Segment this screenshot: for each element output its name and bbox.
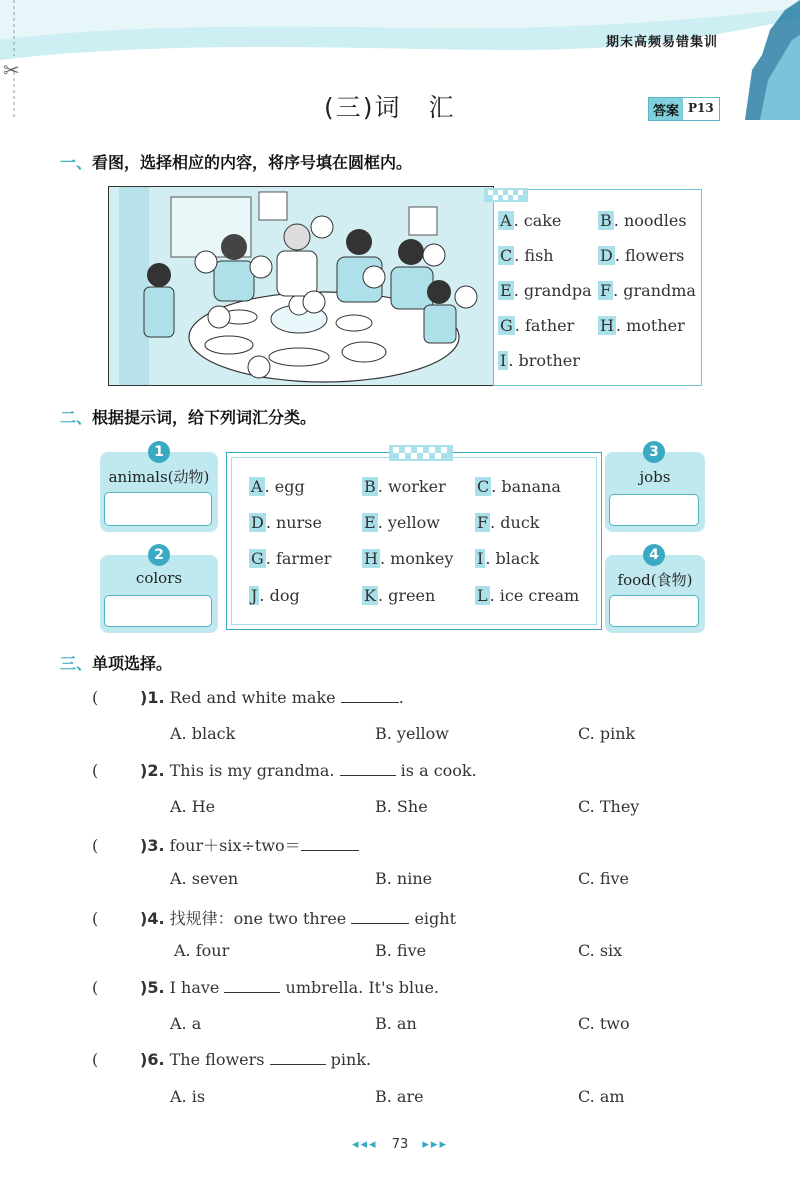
word-k: K . green [364, 586, 436, 605]
word-g: G . farmer [251, 549, 332, 568]
q6-choice-c[interactable]: C. am [578, 1087, 625, 1106]
question-4: ( )4. 找规律：one two three eight [92, 909, 457, 928]
word-b: B . worker [364, 477, 446, 496]
word-a: A . egg [251, 477, 305, 496]
category-1-badge: 1 [148, 441, 170, 463]
section-1-heading [60, 150, 412, 173]
category-animals [100, 452, 218, 532]
category-food [605, 555, 705, 633]
category-jobs-answer-box[interactable] [609, 494, 699, 526]
q4-choice-c[interactable]: C. six [578, 941, 623, 960]
word-f: F . duck [477, 513, 540, 532]
question-5: ( )5. I have umbrella. It's blue. [92, 978, 439, 997]
category-colors [100, 555, 218, 633]
answer-reference [648, 97, 720, 121]
category-4-badge: 4 [643, 544, 665, 566]
word-e: E . yellow [364, 513, 440, 532]
category-jobs-title: jobs [639, 468, 671, 486]
q1-choice-b[interactable]: B. yellow [375, 724, 449, 743]
category-colors-title: colors [135, 569, 183, 587]
q4-choice-b[interactable]: B. five [375, 941, 427, 960]
option-a: A . cake [500, 211, 562, 230]
answer-label: 答案 [649, 98, 683, 120]
q4-choice-a[interactable]: A. four [174, 941, 230, 960]
section-2-text: 根据提示词，给下列词汇分类。 [92, 408, 317, 427]
word-d: D . nurse [251, 513, 322, 532]
q5-choice-c[interactable]: C. two [578, 1014, 630, 1033]
part1-options-box [493, 189, 702, 386]
category-animals-title: animals(动物) [108, 468, 210, 486]
page-title: (三)词 汇 [324, 93, 456, 122]
q5-choice-b[interactable]: B. an [375, 1014, 417, 1033]
section-2-number: 二、 [60, 408, 93, 427]
scissors-icon: ✂ [3, 58, 20, 82]
section-1-number: 一、 [60, 153, 93, 172]
q3-choice-b[interactable]: B. nine [375, 869, 433, 888]
q1-choice-c[interactable]: C. pink [578, 724, 636, 743]
section-1-text: 看图，选择相应的内容，将序号填在圆框内。 [92, 153, 413, 172]
answer-blank[interactable] [341, 701, 399, 703]
answer-page: P13 [683, 98, 719, 120]
word-j: J . dog [251, 586, 300, 605]
answer-blank[interactable] [351, 922, 409, 924]
family-dinner-illustration [108, 186, 494, 386]
option-e: E . grandpa [500, 281, 592, 300]
question-3: ( )3. four＋six÷two＝ [92, 833, 359, 856]
q3-choice-c[interactable]: C. five [578, 869, 630, 888]
part2-word-box [226, 452, 602, 630]
category-3-badge: 3 [643, 441, 665, 463]
decor-checker-icon [389, 443, 453, 463]
page-number: 73 [391, 1137, 409, 1152]
category-colors-answer-box[interactable] [104, 595, 212, 627]
decor-checker-icon [484, 184, 528, 204]
option-h: H . mother [600, 316, 685, 335]
question-1: ( )1. Red and white make . [92, 688, 404, 707]
q2-choice-a[interactable]: A. He [170, 797, 216, 816]
section-3-heading [60, 651, 172, 674]
series-title: 期末高频易错集训 [606, 35, 719, 50]
section-2-heading [60, 405, 316, 428]
option-d: D . flowers [600, 246, 685, 265]
q6-choice-b[interactable]: B. are [375, 1087, 424, 1106]
question-2: ( )2. This is my grandma. is a cook. [92, 761, 477, 780]
word-l: L . ice cream [477, 586, 580, 605]
option-b: B . noodles [600, 211, 687, 230]
q1-choice-a[interactable]: A. black [170, 724, 236, 743]
option-f: F . grandma [600, 281, 696, 300]
q5-choice-a[interactable]: A. a [170, 1014, 202, 1033]
q6-choice-a[interactable]: A. is [170, 1087, 206, 1106]
right-arrows-icon: ▸▸▸ [422, 1137, 448, 1152]
q3-choice-a[interactable]: A. seven [170, 869, 239, 888]
q2-choice-b[interactable]: B. She [375, 797, 428, 816]
category-food-answer-box[interactable] [609, 595, 699, 627]
question-6: ( )6. The flowers pink. [92, 1050, 372, 1069]
option-c: C . fish [500, 246, 554, 265]
answer-blank[interactable] [301, 849, 359, 851]
word-i: I . black [477, 549, 540, 568]
answer-blank[interactable] [270, 1063, 326, 1065]
answer-blank[interactable] [340, 774, 396, 776]
option-g: G . father [500, 316, 575, 335]
page-footer [0, 1137, 800, 1152]
q2-choice-c[interactable]: C. They [578, 797, 640, 816]
category-2-badge: 2 [148, 544, 170, 566]
section-3-text: 单项选择。 [92, 654, 173, 673]
word-c: C . banana [477, 477, 561, 496]
section-3-number: 三、 [60, 654, 93, 673]
word-h: H . monkey [364, 549, 454, 568]
family-dinner-scene [109, 187, 493, 385]
answer-blank[interactable] [224, 991, 280, 993]
category-jobs [605, 452, 705, 532]
category-food-title: food(食物) [617, 571, 693, 589]
category-animals-answer-box[interactable] [104, 492, 212, 526]
left-arrows-icon: ◂◂◂ [352, 1137, 378, 1152]
option-i: I . brother [500, 351, 580, 370]
